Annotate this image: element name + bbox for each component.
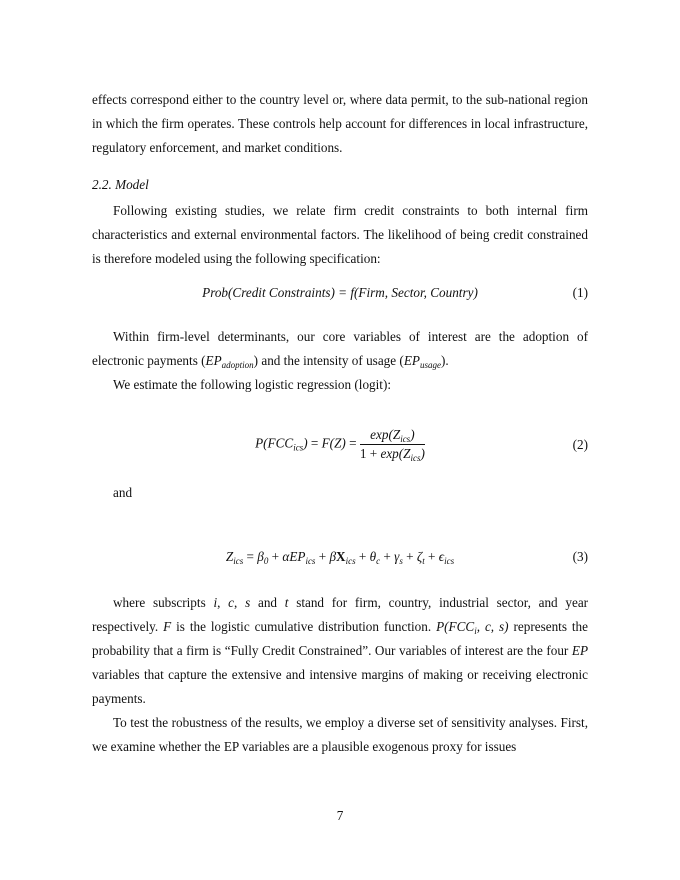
paragraph-3: [92, 325, 588, 373]
paper-page: [92, 88, 588, 759]
equation-2: [92, 427, 588, 477]
paragraph-5: where subscripts i, c, s and t stand for firm, country, industrial sector, and year respectively. F is the logistic cumulative distribution function. $P(FCC_i$, c, s) represents the probability that a firm is “Fully Credit Constrained”. Our variables of interest are the four EP variables that capture the extensive and intensive margins of making or receiving electronic payments.: [92, 595, 589, 706]
and-text: and: [113, 485, 133, 500]
para5-text-c: stand for firm, country, industrial sector, and year respectively.: [92, 595, 589, 634]
para5-text-e: represents the probability that a firm is “Fully Credit Constrained”. Our variables of interest are the four: [92, 619, 589, 658]
equation-1-number: (1): [572, 285, 588, 300]
para5-text-b: and: [257, 595, 278, 610]
equation-3-number: (3): [572, 549, 588, 564]
equation-1-body: Prob(Credit Constraints) = f(Firm, Sector, Country): [202, 285, 478, 300]
equation-3: [92, 549, 588, 591]
paragraph-6: To test the robustness of the results, we employ a diverse set of sensitivity analyses. First, we examine whether the EP variables are a plausible exogenous proxy for issues: [92, 715, 588, 754]
ep-usage-subscript: usage: [419, 360, 441, 370]
ep-usage-symbol: $EP_{usage}$: [403, 353, 441, 370]
para3-text-a: Within firm-level determinants, our core variables of interest are the adoption of electronic payments (: [92, 329, 588, 368]
paragraph-1: effects correspond either to the country level or, where data permit, to the sub-national region in which the firm operates. These controls help account for differences in local infrastructure, regulatory enforcement, and market conditions.: [92, 92, 588, 155]
paragraph-2: Following existing studies, we relate firm credit constraints to both internal firm characteristics and external environmental factors. The likelihood of being credit constrained is therefore modeled using the following specification:: [92, 203, 588, 266]
equation-2-body: $P(FCC_{ics}) = F(Z)$ = $\frac{\exp(Z_{ics})}{1 + \exp(Z_{ics})}$: [255, 427, 425, 463]
equation-2-fraction: $\frac{\exp(Z_{ics})}{1 + \exp(Z_{ics})}$: [359, 427, 425, 463]
equation-2-number: (2): [572, 437, 588, 452]
para5-text-a: where subscripts: [113, 595, 206, 610]
ep-adoption-symbol: $EP_{adoption}$: [205, 353, 254, 370]
para5-text-d: is the logistic cumulative distribution function.: [176, 619, 432, 634]
paragraph-4: We estimate the following logistic regression (logit):: [113, 377, 392, 392]
ep-adoption-subscript: adoption: [221, 360, 254, 370]
para3-text-c: ).: [440, 353, 449, 368]
equation-3-body: $Z_{ics} = \beta_0 + \alpha EP_{ics} + \beta X_{ics} + \theta_c + \gamma_s + \zeta_t + \epsilon_{ics}$: [225, 549, 455, 566]
para3-text-b: ) and the intensity of usage (: [253, 353, 404, 368]
page-number: 7: [336, 808, 344, 823]
section-heading: 2.2. Model: [92, 177, 149, 192]
equation-1: [92, 283, 588, 323]
para5-text-f: variables that capture the extensive and intensive margins of making or receiving electronic payments.: [92, 667, 588, 706]
